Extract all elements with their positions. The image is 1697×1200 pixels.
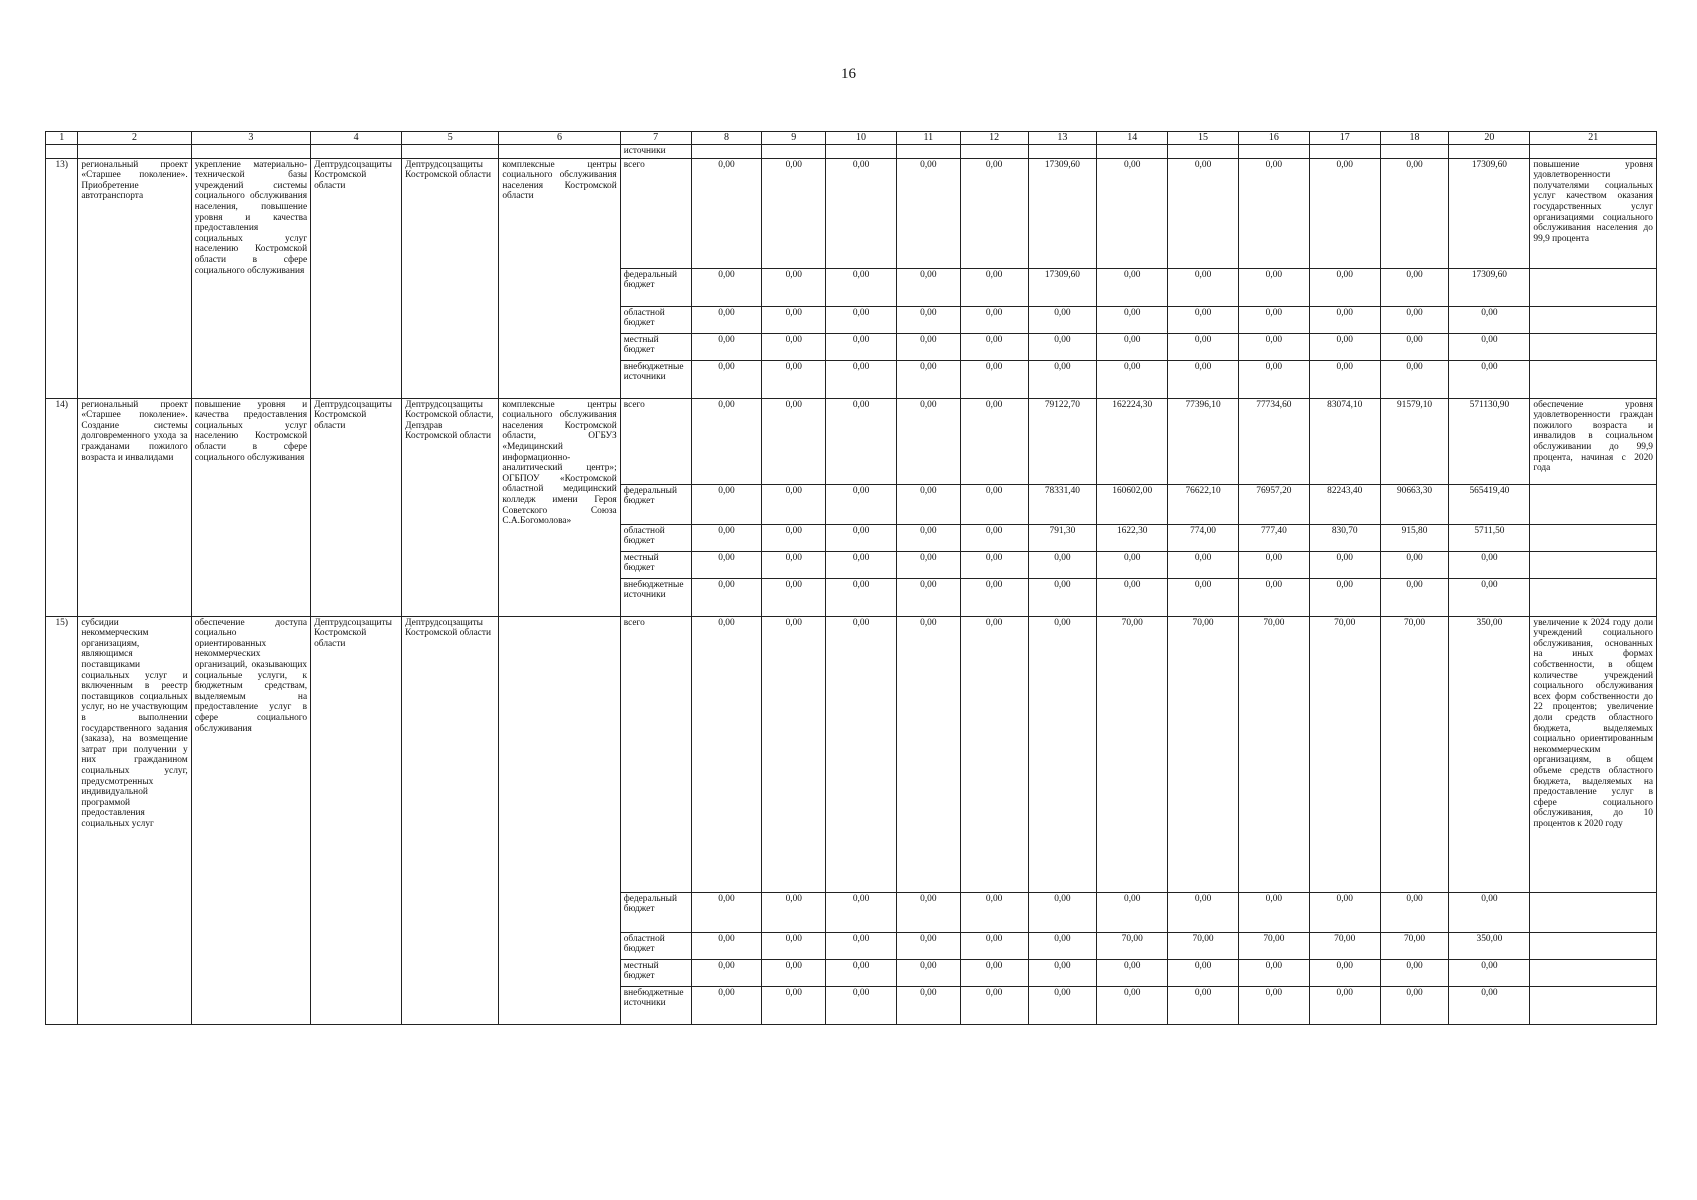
- executor: Дептрудсоцзащиты Костромской области: [402, 158, 499, 398]
- amount-value: 0,00: [1097, 578, 1168, 616]
- source-name: местный бюджет: [620, 333, 691, 360]
- amount-value: 76622,10: [1168, 484, 1239, 524]
- column-number: 7: [620, 132, 691, 145]
- amount-value: 17309,60: [1449, 158, 1530, 268]
- source-name: внебюджетные источники: [620, 986, 691, 1024]
- amount-value: 565419,40: [1449, 484, 1530, 524]
- measure-name: региональный проект «Старшее поколение». Приобретение автотранспорта: [78, 158, 191, 398]
- measure-goal: укрепление материально-технической базы учреждений системы социального обслуживания населения, повышение уровня и качества предоставления социальных услуг населению Костромской области в сфере социального обслуживания: [191, 158, 310, 398]
- amount-value: 0,00: [1238, 959, 1309, 986]
- amount-value: 0,00: [960, 268, 1028, 306]
- amount-value: 0,00: [1097, 306, 1168, 333]
- empty-cell: [691, 145, 762, 159]
- source-name: всего: [620, 158, 691, 268]
- measure-goal: обеспечение доступа социально ориентированных некоммерческих организаций, оказывающих социальные услуги, к бюджетным средствам, выделяемым на предоставление услуг в сфере социального обслуживания: [191, 616, 310, 1024]
- empty-cell: [826, 145, 897, 159]
- amount-value: 79122,70: [1028, 398, 1097, 484]
- column-number: 15: [1168, 132, 1239, 145]
- amount-value: 0,00: [762, 484, 826, 524]
- amount-value: 0,00: [1380, 551, 1449, 578]
- amount-value: 0,00: [762, 360, 826, 398]
- empty-cell: [311, 145, 402, 159]
- amount-value: 0,00: [1309, 959, 1380, 986]
- empty-cell: [1530, 145, 1657, 159]
- amount-value: 0,00: [1238, 360, 1309, 398]
- amount-value: 0,00: [960, 333, 1028, 360]
- amount-value: 91579,10: [1380, 398, 1449, 484]
- amount-value: 0,00: [762, 333, 826, 360]
- amount-value: 0,00: [896, 892, 960, 932]
- amount-value: 0,00: [1028, 578, 1097, 616]
- amount-value: 0,00: [1238, 551, 1309, 578]
- empty-cell: [1238, 145, 1309, 159]
- amount-value: 0,00: [1449, 333, 1530, 360]
- source-name: областной бюджет: [620, 306, 691, 333]
- amount-value: 830,70: [1309, 524, 1380, 551]
- amount-value: 76957,20: [1238, 484, 1309, 524]
- amount-value: 571130,90: [1449, 398, 1530, 484]
- amount-value: 0,00: [1097, 986, 1168, 1024]
- amount-value: 0,00: [762, 986, 826, 1024]
- amount-value: 0,00: [826, 892, 897, 932]
- amount-value: 0,00: [762, 268, 826, 306]
- amount-value: 0,00: [1380, 158, 1449, 268]
- amount-value: 0,00: [826, 959, 897, 986]
- amount-value: 0,00: [896, 551, 960, 578]
- amount-value: 0,00: [896, 268, 960, 306]
- amount-value: 0,00: [960, 524, 1028, 551]
- amount-value: 0,00: [1097, 333, 1168, 360]
- amount-value: 0,00: [691, 158, 762, 268]
- measure-name: субсидии некоммерческим организациям, являющимся поставщиками социальных услуг и включенным в реестр поставщиков социальных услуг, но не участвующим в выполнении государственного задания (заказа), на возмещение затрат при получении у них гражданином социальных услуг, предусмотренных индивидуальной программой предоставления социальных услуг: [78, 616, 191, 1024]
- amount-value: 0,00: [762, 932, 826, 959]
- amount-value: 0,00: [762, 578, 826, 616]
- coordinator: Дептрудсоцзащиты Костромской области: [311, 398, 402, 616]
- source-name: областной бюджет: [620, 932, 691, 959]
- amount-value: 0,00: [826, 551, 897, 578]
- empty-cell: [1530, 524, 1657, 551]
- source-name: областной бюджет: [620, 524, 691, 551]
- amount-value: 90663,30: [1380, 484, 1449, 524]
- expected-result: увеличение к 2024 году доли учреждений социального обслуживания, основанных на иных формах собственности, в общем количестве учреждений социального обслуживания всех форм собственности до 22 процентов; увеличение доли средств областного бюджета, выделяемых социально ориентированным некоммерческим организациям, в общем объеме средств областного бюджета, выделяемых на предоставление услуг в сфере социального обслуживания, до 10 процентов к 2020 году: [1530, 616, 1657, 892]
- amount-value: 0,00: [1028, 360, 1097, 398]
- column-number: 6: [499, 132, 620, 145]
- amount-value: 0,00: [1238, 268, 1309, 306]
- amount-value: 78331,40: [1028, 484, 1097, 524]
- amount-value: 0,00: [826, 524, 897, 551]
- amount-value: 0,00: [1238, 578, 1309, 616]
- amount-value: 774,00: [1168, 524, 1239, 551]
- amount-value: 0,00: [1238, 333, 1309, 360]
- amount-value: 0,00: [691, 616, 762, 892]
- amount-value: 0,00: [1380, 333, 1449, 360]
- empty-cell: [1530, 333, 1657, 360]
- empty-cell: [1530, 986, 1657, 1024]
- amount-value: 0,00: [1309, 892, 1380, 932]
- column-number: 13: [1028, 132, 1097, 145]
- amount-value: 0,00: [826, 268, 897, 306]
- amount-value: 0,00: [960, 892, 1028, 932]
- empty-cell: [1309, 145, 1380, 159]
- page-number: 16: [841, 66, 856, 82]
- column-number: 12: [960, 132, 1028, 145]
- amount-value: 0,00: [826, 932, 897, 959]
- column-number: 14: [1097, 132, 1168, 145]
- amount-value: 0,00: [762, 959, 826, 986]
- amount-value: 0,00: [896, 333, 960, 360]
- amount-value: 0,00: [691, 892, 762, 932]
- amount-value: 0,00: [896, 578, 960, 616]
- amount-value: 0,00: [1168, 360, 1239, 398]
- amount-value: 0,00: [1380, 360, 1449, 398]
- empty-cell: [1530, 959, 1657, 986]
- expected-result: обеспечение уровня удовлетворенности граждан пожилого возраста и инвалидов в социальном обслуживании до 99,9 процента, начиная с 2020 года: [1530, 398, 1657, 484]
- source-name: местный бюджет: [620, 959, 691, 986]
- amount-value: 0,00: [1097, 551, 1168, 578]
- empty-cell: [402, 145, 499, 159]
- continuation-row: [46, 145, 1657, 159]
- amount-value: 0,00: [896, 158, 960, 268]
- measure-name: региональный проект «Старшее поколение». Создание системы долговременного ухода за гражданами пожилого возраста и инвалидами: [78, 398, 191, 616]
- amount-value: 70,00: [1309, 932, 1380, 959]
- column-number: 1: [46, 132, 78, 145]
- column-number: 21: [1530, 132, 1657, 145]
- amount-value: 70,00: [1168, 932, 1239, 959]
- amount-value: 0,00: [1380, 578, 1449, 616]
- amount-value: 0,00: [1309, 158, 1380, 268]
- amount-value: 0,00: [960, 986, 1028, 1024]
- table-row: [46, 616, 1657, 892]
- amount-value: 0,00: [960, 932, 1028, 959]
- column-number: 17: [1309, 132, 1380, 145]
- empty-cell: [1530, 360, 1657, 398]
- amount-value: 0,00: [896, 959, 960, 986]
- amount-value: 0,00: [1449, 360, 1530, 398]
- amount-value: 0,00: [896, 616, 960, 892]
- amount-value: 0,00: [762, 306, 826, 333]
- amount-value: 0,00: [1309, 306, 1380, 333]
- amount-value: 0,00: [1028, 616, 1097, 892]
- amount-value: 0,00: [1238, 892, 1309, 932]
- amount-value: 0,00: [1380, 306, 1449, 333]
- amount-value: 0,00: [1168, 892, 1239, 932]
- column-number: 2: [78, 132, 191, 145]
- amount-value: 0,00: [691, 333, 762, 360]
- amount-value: 82243,40: [1309, 484, 1380, 524]
- amount-value: 0,00: [826, 616, 897, 892]
- amount-value: 0,00: [826, 158, 897, 268]
- table-row: [46, 158, 1657, 268]
- amount-value: 0,00: [762, 892, 826, 932]
- program-table: [45, 131, 1657, 1025]
- empty-cell: [78, 145, 191, 159]
- executor: Дептрудсоцзащиты Костромской области, Депздрав Костромской области: [402, 398, 499, 616]
- column-number: 11: [896, 132, 960, 145]
- amount-value: 0,00: [1168, 333, 1239, 360]
- source-name: источники: [620, 145, 691, 159]
- amount-value: 0,00: [826, 333, 897, 360]
- amount-value: 0,00: [896, 306, 960, 333]
- source-name: всего: [620, 398, 691, 484]
- column-number: 10: [826, 132, 897, 145]
- amount-value: 0,00: [1168, 158, 1239, 268]
- amount-value: 0,00: [762, 551, 826, 578]
- amount-value: 0,00: [826, 484, 897, 524]
- amount-value: 350,00: [1449, 932, 1530, 959]
- amount-value: 70,00: [1238, 932, 1309, 959]
- amount-value: 17309,60: [1028, 158, 1097, 268]
- amount-value: 70,00: [1309, 616, 1380, 892]
- amount-value: 0,00: [1449, 892, 1530, 932]
- amount-value: 0,00: [1309, 578, 1380, 616]
- column-number: 3: [191, 132, 310, 145]
- amount-value: 0,00: [691, 360, 762, 398]
- amount-value: 0,00: [960, 306, 1028, 333]
- amount-value: 0,00: [1028, 959, 1097, 986]
- amount-value: 0,00: [1028, 551, 1097, 578]
- coordinator: Дептрудсоцзащиты Костромской области: [311, 616, 402, 1024]
- amount-value: 0,00: [1168, 986, 1239, 1024]
- amount-value: 0,00: [896, 398, 960, 484]
- source-name: местный бюджет: [620, 551, 691, 578]
- amount-value: 70,00: [1168, 616, 1239, 892]
- amount-value: 0,00: [960, 551, 1028, 578]
- amount-value: 0,00: [1097, 959, 1168, 986]
- empty-cell: [1530, 551, 1657, 578]
- amount-value: 0,00: [1238, 986, 1309, 1024]
- amount-value: 162224,30: [1097, 398, 1168, 484]
- amount-value: 0,00: [826, 306, 897, 333]
- amount-value: 0,00: [960, 158, 1028, 268]
- empty-cell: [1530, 892, 1657, 932]
- amount-value: 0,00: [1238, 158, 1309, 268]
- amount-value: 350,00: [1449, 616, 1530, 892]
- amount-value: 0,00: [1028, 892, 1097, 932]
- empty-cell: [1530, 932, 1657, 959]
- amount-value: 0,00: [1449, 306, 1530, 333]
- empty-cell: [1530, 268, 1657, 306]
- amount-value: 5711,50: [1449, 524, 1530, 551]
- column-number-row: [46, 132, 1657, 145]
- empty-cell: [1168, 145, 1239, 159]
- participants: [499, 616, 620, 1024]
- amount-value: 0,00: [826, 578, 897, 616]
- amount-value: 0,00: [960, 578, 1028, 616]
- amount-value: 77734,60: [1238, 398, 1309, 484]
- amount-value: 0,00: [762, 616, 826, 892]
- amount-value: 0,00: [691, 959, 762, 986]
- amount-value: 0,00: [691, 578, 762, 616]
- empty-cell: [762, 145, 826, 159]
- amount-value: 0,00: [762, 158, 826, 268]
- amount-value: 17309,60: [1449, 268, 1530, 306]
- source-name: федеральный бюджет: [620, 268, 691, 306]
- amount-value: 0,00: [691, 524, 762, 551]
- empty-cell: [46, 145, 78, 159]
- amount-value: 0,00: [1380, 986, 1449, 1024]
- expected-result: повышение уровня удовлетворенности получателями социальных услуг качеством оказания государственных услуг организациями социального обслуживания населения до 99,9 процента: [1530, 158, 1657, 268]
- amount-value: 0,00: [960, 398, 1028, 484]
- amount-value: 70,00: [1380, 616, 1449, 892]
- empty-cell: [1380, 145, 1449, 159]
- participants: комплексные центры социального обслуживания населения Костромской области, ОГБУЗ «Медицинский информационно-аналитический центр»; ОГБПОУ «Костромской областной медицинский колледж имени Героя Советского Союза С.А.Богомолова»: [499, 398, 620, 616]
- amount-value: 0,00: [1028, 306, 1097, 333]
- amount-value: 0,00: [1449, 551, 1530, 578]
- empty-cell: [1530, 484, 1657, 524]
- amount-value: 0,00: [1168, 959, 1239, 986]
- amount-value: 70,00: [1238, 616, 1309, 892]
- amount-value: 0,00: [1097, 892, 1168, 932]
- measure-goal: повышение уровня и качества предоставления социальных услуг населению Костромской области в сфере социального обслуживания: [191, 398, 310, 616]
- amount-value: 0,00: [1028, 986, 1097, 1024]
- amount-value: 0,00: [691, 268, 762, 306]
- amount-value: 0,00: [1449, 959, 1530, 986]
- amount-value: 0,00: [691, 986, 762, 1024]
- amount-value: 0,00: [1168, 268, 1239, 306]
- empty-cell: [1449, 145, 1530, 159]
- amount-value: 0,00: [896, 524, 960, 551]
- amount-value: 70,00: [1380, 932, 1449, 959]
- empty-cell: [499, 145, 620, 159]
- amount-value: 0,00: [1309, 986, 1380, 1024]
- amount-value: 0,00: [1097, 360, 1168, 398]
- source-name: федеральный бюджет: [620, 892, 691, 932]
- empty-cell: [1530, 578, 1657, 616]
- amount-value: 0,00: [691, 551, 762, 578]
- amount-value: 0,00: [1309, 551, 1380, 578]
- amount-value: 0,00: [896, 484, 960, 524]
- amount-value: 1622,30: [1097, 524, 1168, 551]
- amount-value: 0,00: [691, 398, 762, 484]
- amount-value: 0,00: [1028, 333, 1097, 360]
- source-name: внебюджетные источники: [620, 360, 691, 398]
- amount-value: 0,00: [1449, 578, 1530, 616]
- column-number: 18: [1380, 132, 1449, 145]
- amount-value: 0,00: [960, 484, 1028, 524]
- amount-value: 0,00: [1309, 333, 1380, 360]
- amount-value: 0,00: [1097, 158, 1168, 268]
- amount-value: 0,00: [1380, 892, 1449, 932]
- amount-value: 0,00: [896, 932, 960, 959]
- amount-value: 791,30: [1028, 524, 1097, 551]
- amount-value: 83074,10: [1309, 398, 1380, 484]
- row-number: 14): [46, 398, 78, 616]
- coordinator: Дептрудсоцзащиты Костромской области: [311, 158, 402, 398]
- amount-value: 0,00: [691, 484, 762, 524]
- column-number: 20: [1449, 132, 1530, 145]
- amount-value: 0,00: [826, 986, 897, 1024]
- amount-value: 0,00: [691, 932, 762, 959]
- column-number: 5: [402, 132, 499, 145]
- column-number: 9: [762, 132, 826, 145]
- amount-value: 160602,00: [1097, 484, 1168, 524]
- source-name: внебюджетные источники: [620, 578, 691, 616]
- amount-value: 70,00: [1097, 932, 1168, 959]
- amount-value: 17309,60: [1028, 268, 1097, 306]
- amount-value: 0,00: [1097, 268, 1168, 306]
- amount-value: 0,00: [1238, 306, 1309, 333]
- amount-value: 0,00: [1028, 932, 1097, 959]
- amount-value: 0,00: [1168, 551, 1239, 578]
- amount-value: 0,00: [1380, 268, 1449, 306]
- empty-cell: [896, 145, 960, 159]
- row-number: 15): [46, 616, 78, 1024]
- source-name: федеральный бюджет: [620, 484, 691, 524]
- amount-value: 0,00: [762, 398, 826, 484]
- empty-cell: [1530, 306, 1657, 333]
- amount-value: 0,00: [1309, 268, 1380, 306]
- empty-cell: [1028, 145, 1097, 159]
- column-number: 8: [691, 132, 762, 145]
- amount-value: 77396,10: [1168, 398, 1239, 484]
- amount-value: 0,00: [762, 524, 826, 551]
- amount-value: 0,00: [960, 959, 1028, 986]
- source-name: всего: [620, 616, 691, 892]
- amount-value: 0,00: [1309, 360, 1380, 398]
- column-number: 16: [1238, 132, 1309, 145]
- amount-value: 0,00: [896, 986, 960, 1024]
- executor: Дептрудсоцзащиты Костромской области: [402, 616, 499, 1024]
- amount-value: 0,00: [691, 306, 762, 333]
- amount-value: 70,00: [1097, 616, 1168, 892]
- amount-value: 0,00: [1168, 306, 1239, 333]
- amount-value: 0,00: [826, 360, 897, 398]
- amount-value: 777,40: [1238, 524, 1309, 551]
- amount-value: 0,00: [1380, 959, 1449, 986]
- empty-cell: [960, 145, 1028, 159]
- row-number: 13): [46, 158, 78, 398]
- column-number: 4: [311, 132, 402, 145]
- empty-cell: [191, 145, 310, 159]
- amount-value: 0,00: [826, 398, 897, 484]
- amount-value: 0,00: [960, 360, 1028, 398]
- amount-value: 0,00: [1168, 578, 1239, 616]
- amount-value: 0,00: [896, 360, 960, 398]
- empty-cell: [1097, 145, 1168, 159]
- amount-value: 0,00: [1449, 986, 1530, 1024]
- participants: комплексные центры социального обслуживания населения Костромской области: [499, 158, 620, 398]
- amount-value: 915,80: [1380, 524, 1449, 551]
- amount-value: 0,00: [960, 616, 1028, 892]
- table-row: [46, 398, 1657, 484]
